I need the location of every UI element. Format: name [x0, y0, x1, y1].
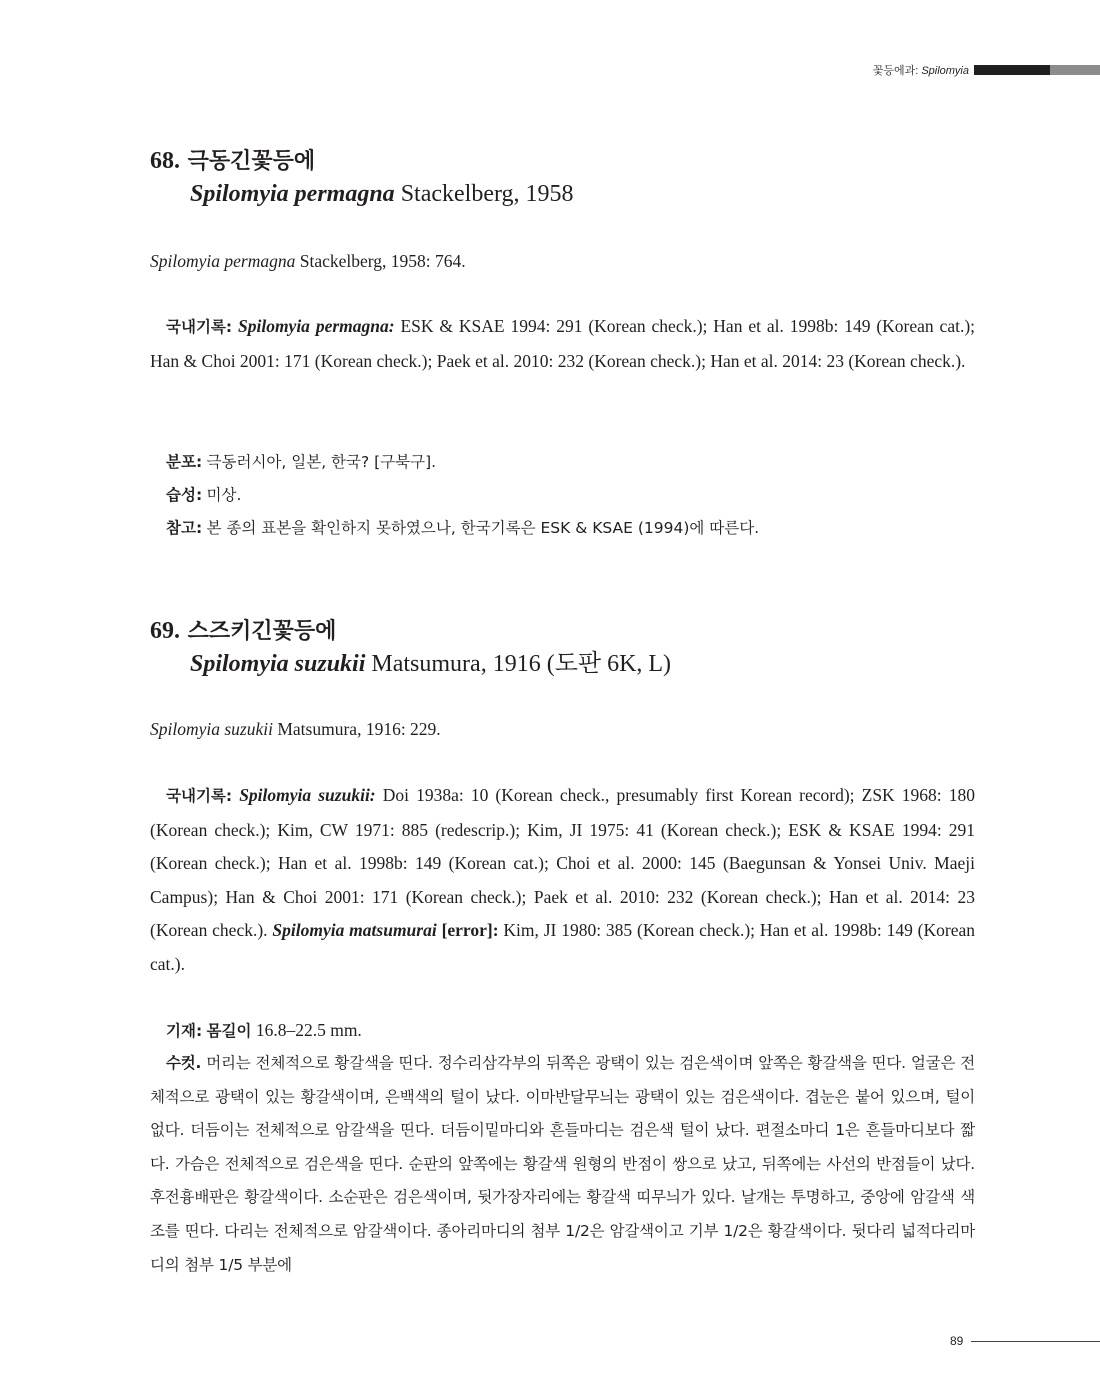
species-69-original-citation: Spilomyia suzukii Matsumura, 1916: 229. [150, 719, 441, 739]
species-68-original-citation: Spilomyia permagna Stackelberg, 1958: 764. [150, 251, 466, 271]
species-69-author: Matsumura, 1916 (도판 6K, L) [371, 651, 672, 677]
species-68-distribution: 분포: 극동러시아, 일본, 한국? [구북구]. [166, 453, 437, 471]
running-header-text: 꽃등에과: Spilomyia [872, 65, 969, 77]
species-68-scientific-name: Spilomyia permagna [190, 181, 395, 207]
species-68-korean-name: 극동긴꽃등에 [187, 149, 316, 174]
species-68-notes: 참고: 본 종의 표본을 확인하지 못하였으나, 한국기록은 ESK & KSAE (1994)에 따른다. [166, 519, 760, 537]
header-bar-grey [1050, 65, 1100, 75]
header-bar-dark [974, 65, 1050, 75]
species-69-korean-records: 국내기록: Spilomyia suzukii: Doi 1938a: 10 (Korean check., presumably first Korean record); ZSK 1968: 180 (Korean check.); Kim, CW 1971: 885 (redescrip.); Kim, JI 1975: 41 (Korean check.); ESK & KSAE 1994: 291 (Korean check.); Han et al. 1998b: 149 (Korean cat.); Choi et al. 2000: 145 (Baegunsan & Yonsei Univ. Maeji Campus); Han & Choi 2001: 171 (Korean check.); Paek et al. 2010: 232 (Korean check.); Han et al. 2014: 23 (Korean check.). Spilomyia matsumurai [error]: Kim, JI 1980: 385 (Korean check.); Han et al. 1998b: 149 (Korean cat.). [150, 785, 976, 974]
species-68-korean-records: 국내기록: Spilomyia permagna: ESK & KSAE 1994: 291 (Korean check.); Han et al. 1998b: 149 (Korean cat.); Han & Choi 2001: 171 (Korean check.); Paek et al. 2010: 232 (Korean check.); Han et al. 2014: 23 (Korean check.). [150, 316, 976, 371]
page-footer [950, 1332, 1100, 1350]
species-68-habits: 습성: 미상. [166, 486, 242, 504]
page-number: 89 [950, 1334, 964, 1348]
running-header [873, 62, 1100, 78]
footer-rule [971, 1341, 1100, 1342]
species-68-author: Stackelberg, 1958 [400, 181, 574, 207]
species-68-heading: 68. 극동긴꽃등에 Spilomyia permagna Stackelberg, 1958 [150, 148, 574, 207]
species-69-scientific-name: Spilomyia suzukii [190, 651, 366, 677]
species-69-heading: 69. 스즈키긴꽃등에 Spilomyia suzukii Matsumura, 1916 (도판 6K, L) [150, 618, 672, 677]
species-69-body-length: 기재: 몸길이 16.8–22.5 mm. [166, 1020, 362, 1040]
species-69-korean-name: 스즈키긴꽃등에 [187, 619, 337, 644]
species-69-male-description: 수컷. 머리는 전체적으로 황갈색을 띤다. 정수리삼각부의 뒤쪽은 광택이 있는 검은색이며 앞쪽은 황갈색을 띤다. 얼굴은 전체적으로 광택이 있는 황갈색이며, 은백색의 털이 났다. 이마반달무늬는 광택이 있는 검은색이다. 겹눈은 붙어 있으며, 털이 없다. 더듬이는 전체적으로 암갈색을 띤다. 더듬이밑마디와 흔들마디는 검은색 털이 났다. 편절소마디 1은 흔들마디보다 짧다. 가슴은 전체적으로 검은색을 띤다. 순판의 앞쪽에는 황갈색 원형의 반점이 쌍으로 났고, 뒤쪽에는 사선의 반점들이 났다. 후전흉배판은 황갈색이다. 소순판은 검은색이며, 뒷가장자리에는 황갈색 띠무늬가 있다. 날개는 투명하고, 중앙에 암갈색 색조를 띤다. 다리는 전체적으로 암갈색이다. 종아리마디의 첨부 1/2은 암갈색이고 기부 1/2은 황갈색이다. 뒷다리 넓적다리마디의 첨부 1/5 부분에 [150, 1054, 975, 1274]
